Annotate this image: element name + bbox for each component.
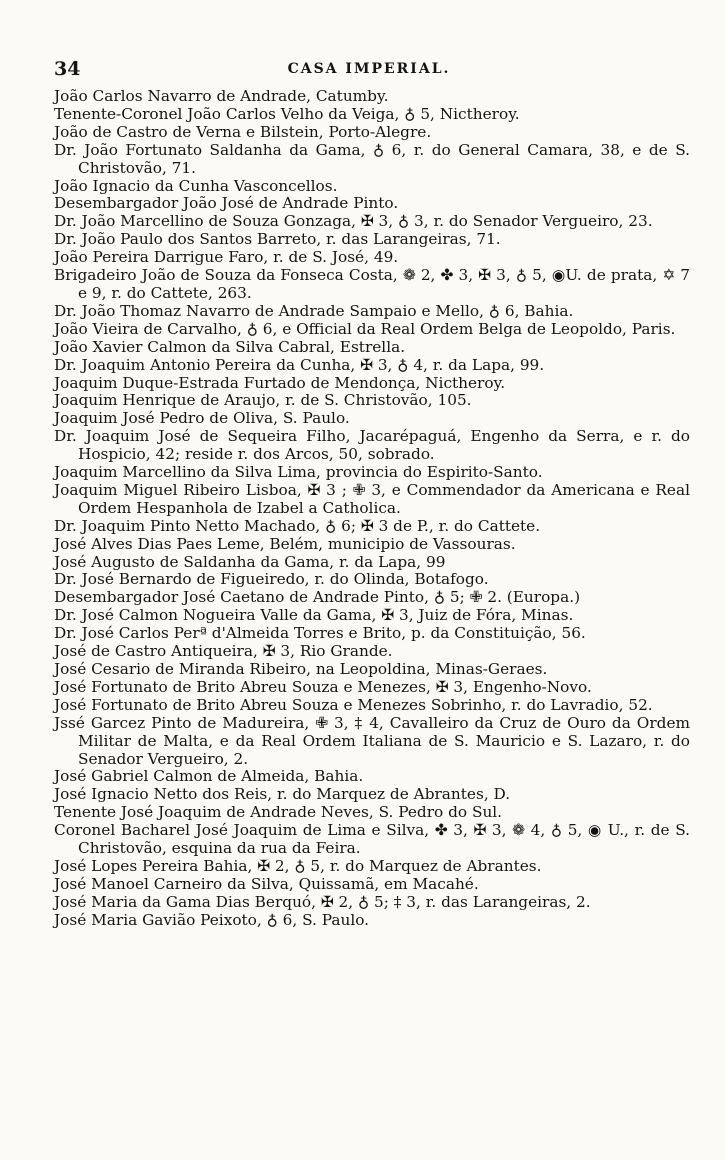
entry: José Fortunato de Brito Abreu Souza e Menezes Sobrinho, r. do Lavradio, 52. — [54, 695, 653, 714]
entry: Brigadeiro João de Souza da Fonseca Costa, ❁ 2, ✤ 3, ✠ 3, ♁ 5, ◉U. de prata, ✡ 7 e 9, r. do Cattete, 263. — [54, 266, 690, 302]
entry: José Ignacio Netto dos Reis, r. do Marquez de Abrantes, D. — [54, 785, 511, 804]
entry: Joaquim Miguel Ribeiro Lisboa, ✠ 3 ; ✙ 3, e Commendador da Americana e Real Ordem Hespanhola de Izabel a Catholica. — [54, 480, 690, 517]
entry: José Cesario de Miranda Ribeiro, na Leopoldina, Minas-Geraes. — [54, 660, 548, 678]
entry: Jssé Garcez Pinto de Madureira, ✙ 3, ‡ 4, Cavalleiro da Cruz de Ouro da Ordem Militar de Malta, e da Real Ordem Italiana de S. Mauricio e S. Lazaro, r. do Senador Vergueiro, 2. — [54, 713, 690, 768]
entry: José Maria Gavião Peixoto, ♁ 6, S. Paulo. — [54, 910, 370, 929]
entry: Dr. Joaquim José de Sequeira Filho, Jacarépaguá, Engenho da Serra, e r. do Hospicio, 42; reside r. dos Arcos, 50, sobrado. — [54, 427, 690, 464]
page-header — [54, 58, 684, 82]
entry: Tenente José Joaquim de Andrade Neves, S. Pedro do Sul. — [54, 803, 503, 822]
entry: Desembargador João José de Andrade Pinto. — [54, 194, 399, 213]
entry-list — [54, 88, 690, 930]
entry: João Xavier Calmon da Silva Cabral, Estrella. — [54, 337, 406, 356]
entry: Tenente-Coronel João Carlos Velho da Veiga, ♁ 5, Nictheroy. — [54, 104, 520, 123]
entry: José de Castro Antiqueira, ✠ 3, Rio Grande. — [54, 642, 393, 661]
entry: Dr. João Thomaz Navarro de Andrade Sampaio e Mello, ♁ 6, Bahia. — [54, 301, 574, 320]
entry: João Carlos Navarro de Andrade, Catumby. — [54, 87, 389, 105]
entry: José Gabriel Calmon de Almeida, Bahia. — [54, 767, 364, 786]
entry: José Alves Dias Paes Leme, Belém, municipio de Vassouras. — [54, 534, 516, 553]
page-number: 34 — [54, 58, 81, 80]
entry: Dr. José Bernardo de Figueiredo, r. do Olinda, Botafogo. — [54, 570, 489, 589]
entry: José Maria da Gama Dias Berquó, ✠ 2, ♁ 5; ‡ 3, r. das Larangeiras, 2. — [54, 892, 591, 911]
entry: João Vieira de Carvalho, ♁ 6, e Official da Real Ordem Belga de Leopoldo, Paris. — [54, 319, 676, 338]
entry: Desembargador José Caetano de Andrade Pinto, ♁ 5; ✙ 2. (Europa.) — [54, 588, 581, 607]
running-head: CASA IMPERIAL. — [287, 61, 451, 77]
entry: Joaquim José Pedro de Oliva, S. Paulo. — [54, 409, 350, 428]
entry: Dr. João Fortunato Saldanha da Gama, ♁ 6, r. do General Camara, 38, e de S. Christovão, 71. — [54, 140, 690, 177]
entry: José Lopes Pereira Bahia, ✠ 2, ♁ 5, r. do Marquez de Abrantes. — [54, 856, 542, 875]
entry: Dr. João Paulo dos Santos Barreto, r. das Larangeiras, 71. — [54, 230, 501, 249]
entry: Coronel Bacharel José Joaquim de Lima e Silva, ✤ 3, ✠ 3, ❁ 4, ♁ 5, ◉ U., r. de S. Christovão, esquina da rua da Feira. — [54, 821, 690, 858]
entry: Dr. João Marcellino de Souza Gonzaga, ✠ 3, ♁ 3, r. do Senador Vergueiro, 23. — [54, 212, 653, 231]
entry: Joaquim Duque-Estrada Furtado de Mendonça, Nictheroy. — [54, 373, 506, 392]
entry: José Augusto de Saldanha da Gama, r. da Lapa, 99 — [54, 552, 446, 571]
entry: Joaquim Henrique de Araujo, r. de S. Christovão, 105. — [54, 391, 472, 410]
entry: João Ignacio da Cunha Vasconcellos. — [54, 176, 338, 195]
entry: Dr. José Carlos Perª d'Almeida Torres e Brito, p. da Constituição, 56. — [54, 624, 586, 643]
entry: Dr. José Calmon Nogueira Valle da Gama, ✠ 3, Juiz de Fóra, Minas. — [54, 606, 574, 625]
entry: José Fortunato de Brito Abreu Souza e Menezes, ✠ 3, Engenho-Novo. — [54, 677, 592, 696]
entry: Joaquim Marcellino da Silva Lima, provincia do Espirito-Santo. — [54, 463, 543, 482]
entry: José Manoel Carneiro da Silva, Quissamã, em Macahé. — [54, 874, 479, 893]
entry: Dr. Joaquim Pinto Netto Machado, ♁ 6; ✠ 3 de P., r. do Cattete. — [54, 516, 541, 535]
entry: Dr. Joaquim Antonio Pereira da Cunha, ✠ 3, ♁ 4, r. da Lapa, 99. — [54, 355, 545, 374]
entry: João de Castro de Verna e Bilstein, Porto-Alegre. — [54, 122, 432, 141]
entry: João Pereira Darrigue Faro, r. de S. José, 49. — [54, 248, 399, 267]
